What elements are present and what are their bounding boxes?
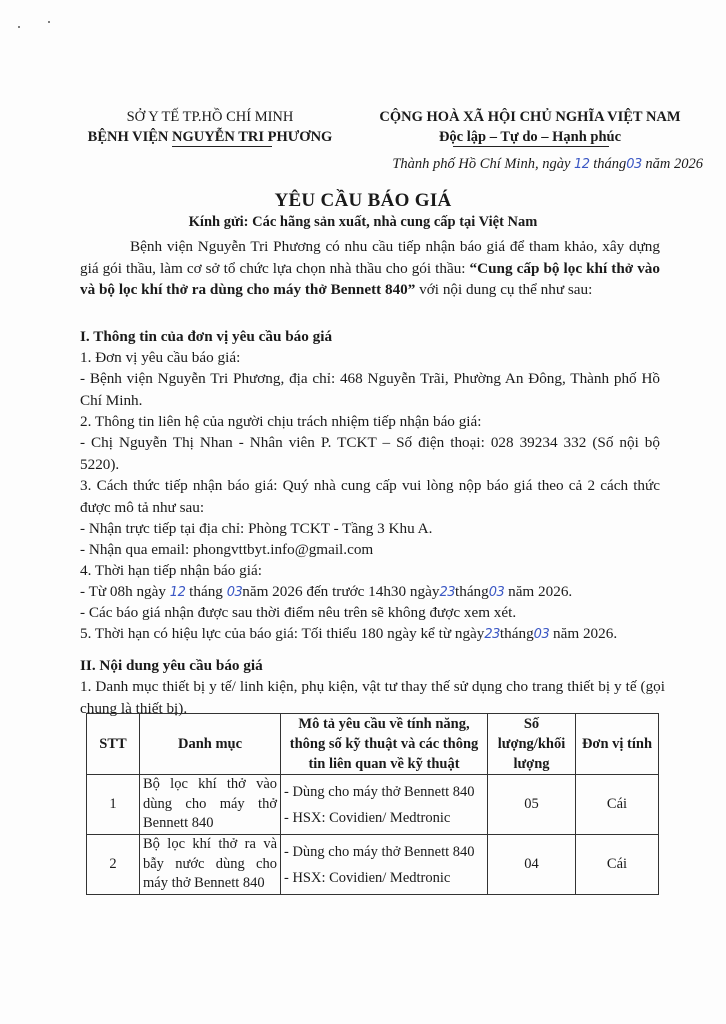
items-table [86,713,659,895]
header-quantity: Số lượng/khối lượng [488,714,576,775]
section-1-item-1-detail: - Bệnh viện Nguyễn Tri Phương, địa chỉ: 468 Nguyễn Trãi, Phường An Đông, Thành phố Hồ Chí Minh. [80,370,660,409]
hospital-underline [172,146,272,147]
validity-text: tháng [499,625,534,642]
section-1-item-4-note: - Các báo giá nhận được sau thời điểm nêu trên sẽ không được xem xét. [80,604,517,621]
spec-line: - HSX: Covidien/ Medtronic [284,809,451,826]
validity-text: năm 2026. [549,625,618,642]
section-1-heading: I. Thông tin của đơn vị yêu cầu báo giá [80,328,333,345]
hospital-name: BỆNH VIỆN NGUYỄN TRI PHƯƠNG [87,129,333,145]
spec-line: - HSX: Covidien/ Medtronic [284,869,451,886]
cell-quantity: 04 [488,835,576,895]
handwritten-validity-month: 03 [533,627,550,642]
cell-unit: Cái [576,775,659,835]
scan-speck [18,26,20,28]
handwritten-end-month: 03 [488,585,505,600]
email-prefix: - Nhận qua email: [80,541,194,558]
header-stt: STT [87,714,140,775]
table-row [87,775,659,835]
department-name: SỞ Y TẾ TP.HỒ CHÍ MINH [126,109,294,125]
section-1-item-2-label: 2. Thông tin liên hệ của người chịu trách nhiệm tiếp nhận báo giá: [80,413,482,430]
date-line [355,156,703,173]
header-unit: Đơn vị tính [576,714,659,775]
motto-underline [453,146,609,147]
issuer-header [60,107,360,147]
section-1-item-3-label: 3. Cách thức tiếp nhận báo giá: Quý nhà cung cấp vui lòng nộp báo giá theo cả 2 cách thức được mô tả như sau: [80,477,660,516]
cell-quantity: 05 [488,775,576,835]
handwritten-start-day: 12 [169,585,186,600]
national-motto: Độc lập – Tự do – Hạnh phúc [438,129,622,145]
cell-stt: 1 [87,775,140,835]
intro-text-end: với nội dung cụ thể như sau: [415,281,593,298]
national-header [350,107,710,147]
header-item-name: Danh mục [140,714,281,775]
date-year: năm 2026 [645,156,703,172]
cell-item-name: Bộ lọc khí thở ra và bẫy nước dùng cho máy thở Bennett 840 [140,835,281,895]
email-link[interactable]: phongvttbyt.info@gmail.com [193,541,374,558]
section-1-item-4-label: 4. Thời hạn tiếp nhận báo giá: [80,562,262,579]
handwritten-end-day: 23 [439,585,455,600]
document-title: YÊU CẦU BÁO GIÁ [274,190,452,211]
scan-speck [48,21,50,23]
section-1-item-1-label: 1. Đơn vị yêu cầu báo giá: [80,349,241,366]
cell-unit: Cái [576,835,659,895]
section-2-item-1-label: 1. Danh mục thiết bị y tế/ linh kiện, phụ kiện, vật tư thay thế sử dụng cho trang thiết bị y tế (gọi chung là thiết bị). [80,678,665,717]
cell-item-name: Bộ lọc khí thở vào dùng cho máy thở Bennett 840 [140,775,281,835]
section-1-item-5 [80,623,617,646]
intro-text: Bệnh viện Nguyễn Tri Phương có nhu cầu tiếp nhận báo giá để tham khảo, xây dựng giá gói thầu, làm cơ sở tổ chức lựa chọn nhà thầu cho gói thầu: [80,238,660,277]
handwritten-validity-day: 23 [484,627,500,642]
handwritten-day: 12 [574,157,590,172]
date-month-label: tháng [593,156,627,172]
section-1-item-3-email-line [80,539,373,561]
table-header-row [87,714,659,775]
handwritten-month: 03 [626,157,642,172]
date-prefix: Thành phố Hồ Chí Minh, ngày [392,156,571,172]
spec-line: - Dùng cho máy thở Bennett 840 [284,783,475,800]
handwritten-start-month: 03 [226,585,243,600]
period-text: năm 2026 đến trước 14h30 ngày [242,583,440,600]
document-addressee: Kính gửi: Các hãng sản xuất, nhà cung cấp tại Việt Nam [188,214,538,230]
section-1-item-2-detail: - Chị Nguyễn Thị Nhan - Nhân viên P. TCKT – Số điện thoại: 028 39234 332 (Số nội bộ 5220). [80,434,660,473]
validity-text: 5. Thời hạn có hiệu lực của báo giá: Tối thiểu 180 ngày kể từ ngày [80,625,485,642]
cell-stt: 2 [87,835,140,895]
period-text: tháng [185,583,227,600]
nation-name: CỘNG HOÀ XÃ HỘI CHỦ NGHĨA VIỆT NAM [379,109,681,125]
section-1-item-4-period [80,581,572,604]
cell-specification [281,775,488,835]
table-row [87,835,659,895]
package-name: “Cung cấp bộ lọc khí thở vào và bộ lọc khí thở ra dùng cho máy thở Bennett 840” [80,259,660,298]
intro-paragraph [80,236,660,301]
period-text: năm 2026. [504,583,573,600]
spec-line: - Dùng cho máy thở Bennett 840 [284,843,475,860]
period-text: - Từ 08h ngày [80,583,170,600]
header-specification: Mô tả yêu cầu về tính năng, thông số kỹ thuật và các thông tin liên quan về kỹ thuật [281,714,488,775]
cell-specification [281,835,488,895]
section-1-item-3-direct: - Nhận trực tiếp tại địa chỉ: Phòng TCKT - Tầng 3 Khu A. [80,520,433,537]
period-text: tháng [455,583,489,600]
section-2-heading: II. Nội dung yêu cầu báo giá [80,657,263,674]
